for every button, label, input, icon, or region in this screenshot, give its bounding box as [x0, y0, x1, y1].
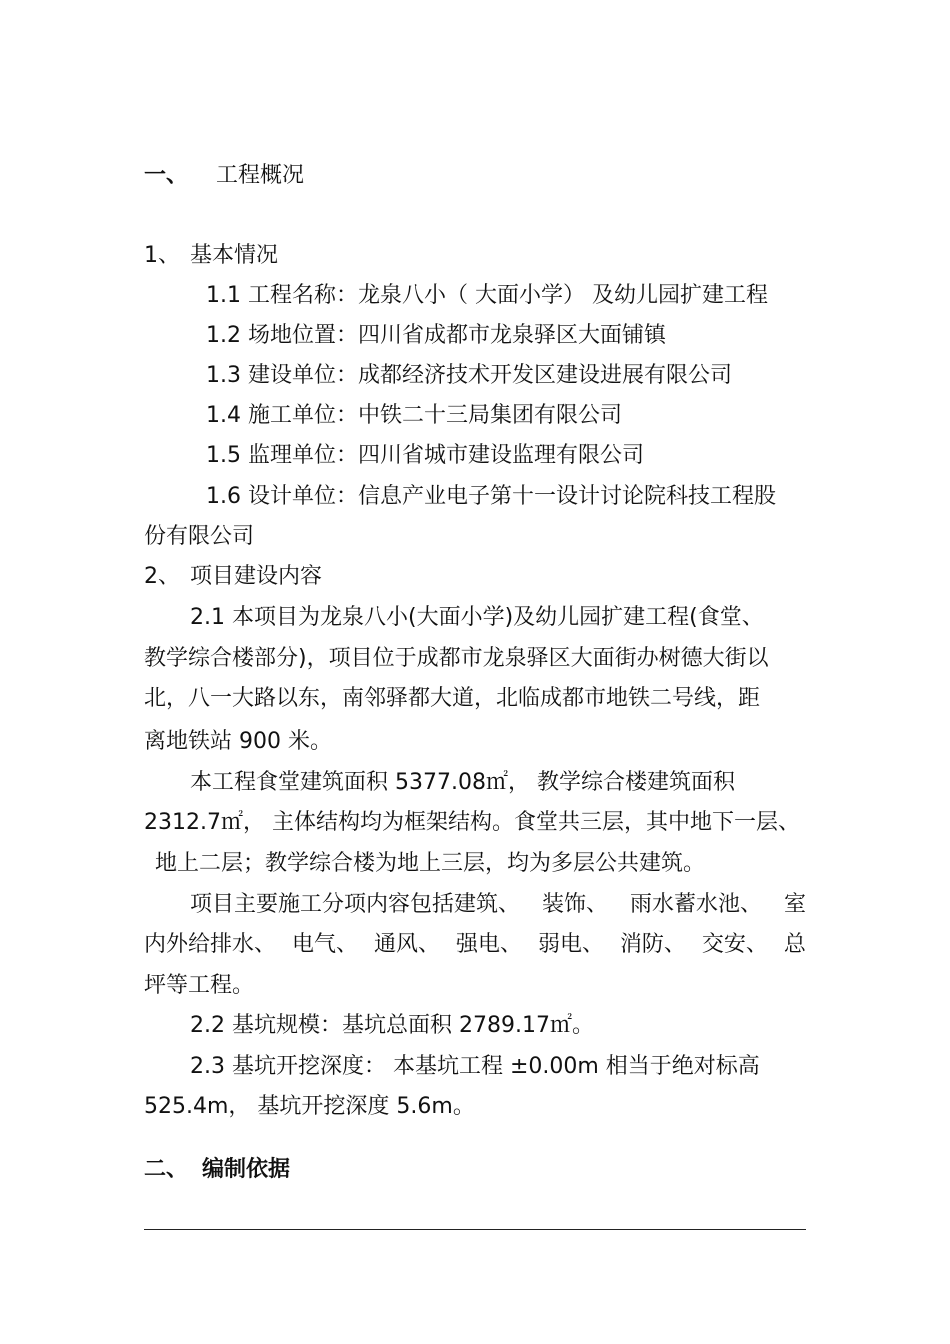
- items-text: 总: [783, 932, 806, 957]
- items-text: 雨水蓄水池、: [629, 892, 762, 917]
- para-items-line2: [144, 930, 806, 960]
- items-text: 电气、: [291, 932, 358, 957]
- items-text: 室: [783, 892, 806, 917]
- subsection-number: 1、: [144, 243, 180, 268]
- info-project-name: 1.1 工程名称：龙泉八小（ 大面小学） 及幼儿园扩建工程: [206, 283, 768, 308]
- info-site-location: 1.2 场地位置：四川省成都市龙泉驿区大面铺镇: [206, 323, 666, 348]
- para-2-1-line2: 教学综合楼部分)，项目位于成都市龙泉驿区大面街办树德大街以: [144, 646, 769, 671]
- subsection-heading-basic: [144, 241, 278, 271]
- items-text: 强电、: [455, 932, 522, 957]
- section-number: 二、: [144, 1157, 189, 1182]
- para-2-1-line1: 2.1 本项目为龙泉八小(大面小学)及幼儿园扩建工程(食堂、: [190, 605, 764, 630]
- para-items-line3: 坪等工程。: [144, 973, 255, 998]
- para-2-1-line3: 北，八一大路以东，南邻驿都大道，北临成都市地铁二号线，距: [144, 686, 761, 711]
- items-text: 装饰、: [541, 892, 608, 917]
- items-text: 通风、: [373, 932, 440, 957]
- items-text: 项目主要施工分项内容包括建筑、: [190, 892, 521, 917]
- subsection-title: 项目建设内容: [190, 564, 323, 589]
- items-text: 弱电、: [537, 932, 604, 957]
- info-construction-unit: 1.3 建设单位：成都经济技术开发区建设进展有限公司: [206, 363, 732, 388]
- para-2-1-line4: 离地铁站 900 米。: [144, 729, 332, 754]
- items-text: 内外给排水、: [144, 932, 277, 957]
- section-heading-1: [144, 161, 304, 191]
- para-area-line3: 地上二层；教学综合楼为地上三层，均为多层公共建筑。: [155, 851, 706, 876]
- para-area-line1: 本工程食堂建筑面积 5377.08㎡， 教学综合楼建筑面积: [190, 770, 735, 795]
- section-title: 编制依据: [202, 1157, 291, 1182]
- items-text: 交安、: [701, 932, 768, 957]
- info-contractor: 1.4 施工单位：中铁二十三局集团有限公司: [206, 403, 622, 428]
- items-text: 消防、: [619, 932, 686, 957]
- subsection-title: 基本情况: [190, 243, 279, 268]
- info-designer-line1: 1.6 设计单位：信息产业电子第十一设计讨论院科技工程股: [206, 484, 776, 509]
- subsection-number: 2、: [144, 564, 180, 589]
- para-2-2-line1: 2.2 基坑规模：基坑总面积 2789.17㎡。: [190, 1013, 594, 1038]
- para-items-line1: [190, 890, 806, 920]
- info-designer-line2: 份有限公司: [144, 524, 255, 549]
- para-area-line2: 2312.7㎡， 主体结构均为框架结构。食堂共三层，其中地下一层、: [144, 810, 800, 835]
- para-2-3-line1: 2.3 基坑开挖深度： 本基坑工程 ±0.00m 相当于绝对标高: [190, 1054, 760, 1079]
- section-number: 一、: [144, 163, 189, 188]
- section-title: 工程概况: [216, 163, 305, 188]
- info-supervisor: 1.5 监理单位：四川省城市建设监理有限公司: [206, 443, 644, 468]
- subsection-heading-content: [144, 562, 322, 592]
- para-2-3-line2: 525.4m， 基坑开挖深度 5.6m。: [144, 1094, 475, 1119]
- footer-divider: [144, 1229, 806, 1230]
- section-heading-2: [144, 1155, 290, 1185]
